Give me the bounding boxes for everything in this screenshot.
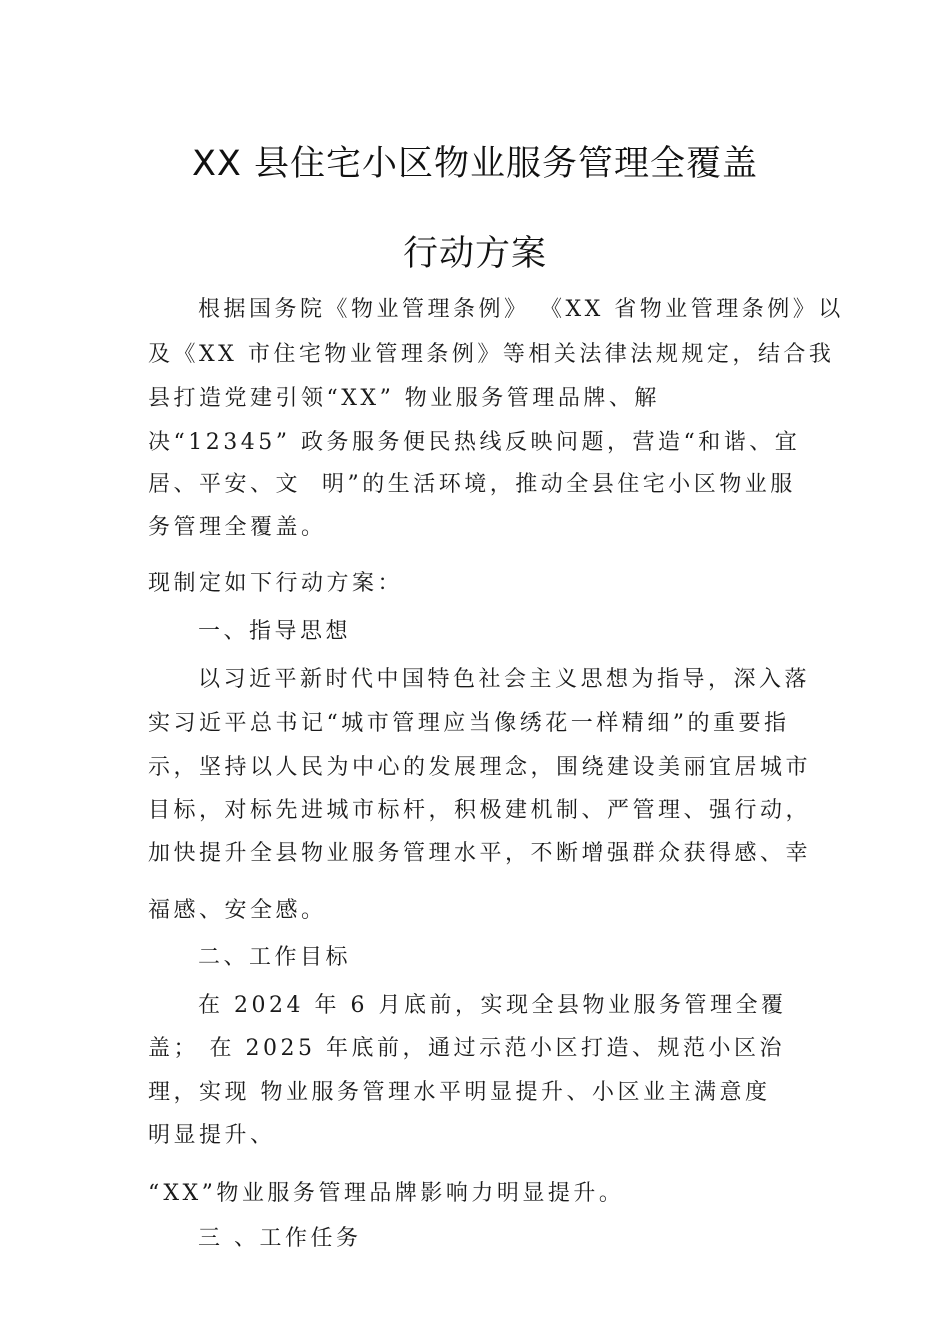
- paragraph-line: 加快提升全县物业服务管理水平，不断增强群众获得感、幸: [148, 841, 812, 866]
- document-subtitle: 行动方案: [402, 234, 547, 274]
- paragraph-line: 盖； 在 2025 年底前，通过示范小区打造、规范小区治: [148, 1036, 785, 1061]
- paragraph-line: 及《XX 市住宅物业管理条例》等相关法律法规规定，结合我: [148, 342, 835, 367]
- paragraph-line: 现制定如下行动方案：: [148, 571, 404, 596]
- paragraph-line: 决“12345” 政务服务便民热线反映问题，营造“和谐、宜: [148, 430, 801, 455]
- paragraph-line: 居、平安、文 明”的生活环境，推动全县住宅小区物业服: [148, 472, 796, 497]
- paragraph-line: 目标，对标先进城市标杆，积极建机制、严管理、强行动，: [148, 798, 812, 823]
- paragraph-line: 根据国务院《物业管理条例》 《XX 省物业管理条例》以: [198, 297, 844, 322]
- paragraph-line: 县打造党建引领“XX” 物业服务管理品牌、解: [148, 386, 660, 411]
- paragraph-line: 示，坚持以人民为中心的发展理念，围绕建设美丽宜居城市: [148, 755, 812, 780]
- section-heading: 二、工作目标: [198, 945, 352, 970]
- paragraph-line: 理，实现 物业服务管理水平明显提升、小区业主满意度: [148, 1080, 771, 1105]
- paragraph-line: 在 2024 年 6 月底前，实现全县物业服务管理全覆: [198, 993, 787, 1018]
- paragraph-line: 务管理全覆盖。: [148, 515, 327, 540]
- paragraph-line: “XX”物业服务管理品牌影响力明显提升。: [148, 1181, 625, 1206]
- paragraph-line: 福感、安全感。: [148, 898, 327, 923]
- paragraph-line: 以习近平新时代中国特色社会主义思想为指导，深入落: [198, 667, 811, 692]
- section-heading: 三 、工作任务: [198, 1226, 362, 1251]
- paragraph-line: 明显提升、: [148, 1123, 276, 1148]
- paragraph-line: 实习近平总书记“城市管理应当像绣花一样精细”的重要指: [148, 711, 790, 736]
- document-title: XX 县住宅小区物业服务管理全覆盖: [191, 144, 759, 184]
- section-heading: 一、指导思想: [198, 619, 352, 644]
